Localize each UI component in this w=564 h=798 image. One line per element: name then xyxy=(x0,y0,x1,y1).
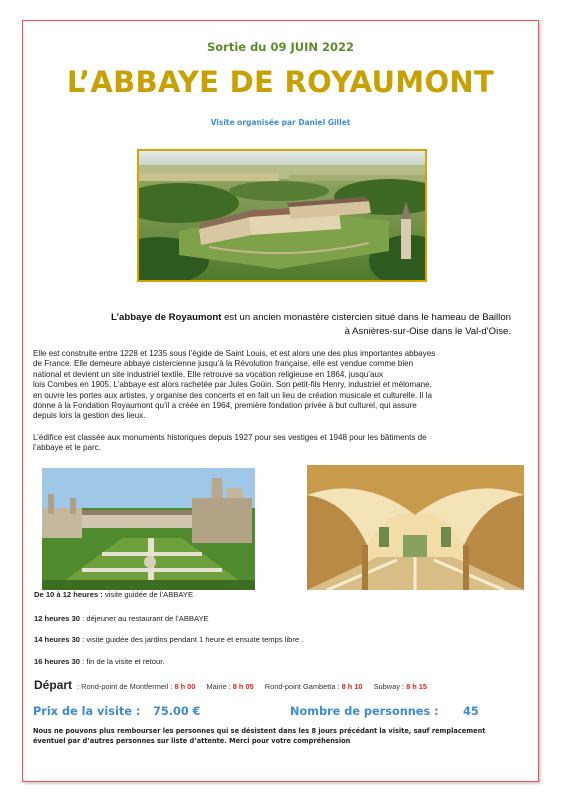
paragraph-line: lois Combes en 1905. L’abbaye est alors rachetée par Jules Goüin. Son petit-fils Henry, industriel et mélomane, xyxy=(33,380,432,390)
intro-bold: L’abbaye de Royaumont xyxy=(111,312,222,323)
schedule-item xyxy=(34,635,303,644)
intro-text xyxy=(45,311,511,339)
flyer-page xyxy=(22,20,539,782)
intro-rest: est un ancien monastère cistercien situé dans le hameau de Baillon xyxy=(221,312,511,323)
organiser-line: Visite organisée par Daniel Gillet xyxy=(210,118,351,127)
paragraph-line: depuis lors la gestion des lieux. xyxy=(33,411,146,421)
abbey-aerial-photo xyxy=(137,149,427,282)
people-label: Nombre de personnes : xyxy=(290,705,439,718)
departure-place: Rond-point Gambetta : xyxy=(264,682,342,691)
schedule-text: : déjeuner au restaurant de l’ABBAYE xyxy=(80,614,209,623)
history-paragraph xyxy=(33,349,533,422)
gardens-image xyxy=(42,468,255,590)
departure-label: Départ xyxy=(34,678,73,692)
note-line: éventuel par d’autres personnes sur liste d’attente. Merci pour votre compréhension xyxy=(33,736,351,745)
price-label: Prix de la visite : xyxy=(33,705,141,718)
paragraph-line: Elle est construite entre 1228 et 1235 sous l’égide de Saint Louis, et est alors une des plus importantes abbayes xyxy=(33,349,436,358)
schedule-time: 14 heures 30 xyxy=(34,635,81,644)
schedule-text: : visite guidée des jardins pendant 1 heure et ensuite temps libre . xyxy=(80,635,304,644)
paragraph-line: national et devient un site industriel textile. Elle retrouve sa vocation religieuse en 1864, jusqu’aux xyxy=(33,369,384,379)
intro-line-1 xyxy=(45,311,511,325)
cloister-image xyxy=(307,465,524,590)
cloister-photo xyxy=(307,465,524,590)
paragraph-line: L’édifice est classée aux monuments historiques depuis 1927 pour ses vestiges et 1948 pour les bâtiments de xyxy=(33,433,427,442)
schedule-item xyxy=(34,657,164,666)
paragraph-line: donne à la Fondation Royaumont qu’il a créée en 1964, première fondation privée à but culturel, qui assure xyxy=(33,401,417,411)
schedule-text: : fin de la visite et retour. xyxy=(80,657,165,666)
departure-time: 8 h 10 xyxy=(341,682,363,691)
departure-place: Mairie : xyxy=(206,682,233,691)
refund-note xyxy=(33,727,533,747)
schedule-text: visite guidée de l’ABBAYE xyxy=(102,590,194,599)
departure-time: 8 h 15 xyxy=(406,682,428,691)
departure-place: : Rond-point de Montfermeil : xyxy=(77,682,175,691)
schedule-time: De 10 à 12 heures : xyxy=(34,590,103,599)
abbey-aerial-image xyxy=(139,151,425,280)
departure-line xyxy=(34,678,534,692)
schedule-item xyxy=(34,614,209,623)
people-value: 45 xyxy=(463,705,479,718)
intro-line-2: à Asnières-sur-Oise dans le Val-d'Oise. xyxy=(344,326,511,337)
price-value: 75.00 € xyxy=(153,705,201,718)
schedule-item xyxy=(34,590,193,599)
departure-place: Subway : xyxy=(373,682,407,691)
schedule-time: 12 heures 30 xyxy=(34,614,81,623)
note-line: Nous ne pouvons plus rembourser les personnes qui se désistent dans les 8 jours précédant la visite, sauf remplacement xyxy=(33,727,486,735)
paragraph-line: de France. Elle demeure abbaye cistercienne jusqu’à la Révolution française, elle est vendue comme bien xyxy=(33,359,414,369)
page-title: L’ABBAYE DE ROYAUMONT xyxy=(66,65,495,99)
paragraph-line: l’abbaye et le parc. xyxy=(33,443,101,453)
departure-time: 8 h 05 xyxy=(232,682,254,691)
heritage-paragraph xyxy=(33,433,533,454)
schedule-time: 16 heures 30 xyxy=(34,657,81,666)
abbey-gardens-photo xyxy=(42,468,255,590)
outing-date: Sortie du 09 JUIN 2022 xyxy=(206,40,355,54)
departure-time: 8 h 00 xyxy=(174,682,196,691)
paragraph-line: en ouvre les portes aux artistes, y organise des concerts et en fait un lieu de création musicale et culturelle. Il la xyxy=(33,390,433,400)
